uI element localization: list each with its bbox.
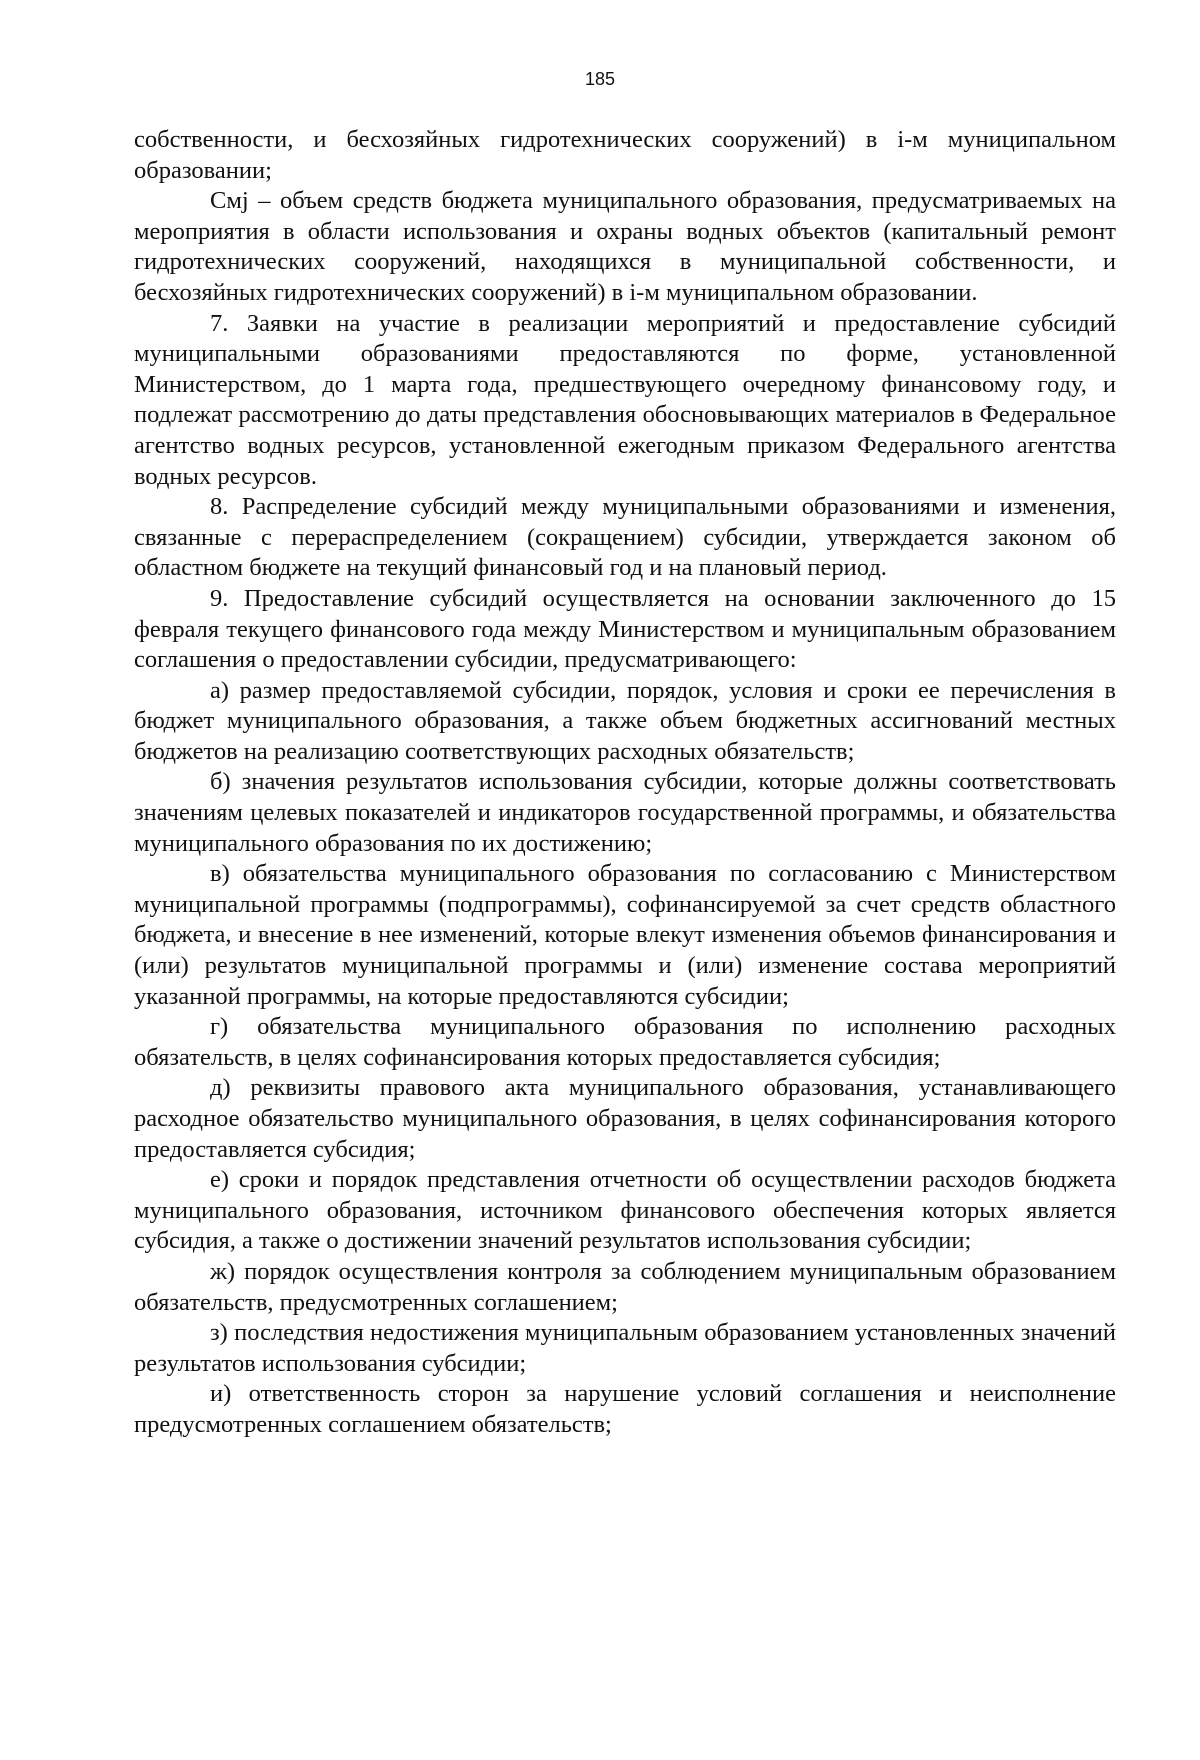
paragraph-subitem-i: и) ответственность сторон за нарушение условий соглашения и неисполнение предусмотренных соглашением обязательств; <box>134 1380 1116 1438</box>
paragraph-subitem-e: е) сроки и порядок представления отчетности об осуществлении расходов бюджета муниципального образования, источником финансового обеспечения которых является субсидия, а также о достижении значений результатов использования субсидии; <box>134 1166 1116 1255</box>
paragraph-subitem-g: г) обязательства муниципального образования по исполнению расходных обязательств, в целях софинансирования которых предоставляется субсидия; <box>134 1013 1116 1071</box>
paragraph-subitem-v: в) обязательства муниципального образования по согласованию с Министерством муниципальной программы (подпрограммы), софинансируемой за счет средств областного бюджета, и внесение в нее изменений, которые влекут изменения объемов финансирования и (или) результатов муниципальной программы и (или) изменение состава мероприятий указанной программы, на которые предоставляются субсидии; <box>134 860 1116 1010</box>
page-number: 185 <box>584 69 616 89</box>
document-body <box>134 125 1116 1441</box>
paragraph-subitem-b: б) значения результатов использования субсидии, которые должны соответствовать значениям целевых показателей и индикаторов государственной программы, и обязательства муниципального образования по их достижению; <box>134 768 1116 857</box>
paragraph-subitem-a: а) размер предоставляемой субсидии, порядок, условия и сроки ее перечисления в бюджет муниципального образования, а также объем бюджетных ассигнований местных бюджетов на реализацию соответствующих расходных обязательств; <box>134 676 1116 765</box>
paragraph-continuation: собственности, и бесхозяйных гидротехнических сооружений) в i-м муниципальном образовании; <box>134 126 1116 184</box>
paragraph-subitem-d: д) реквизиты правового акта муниципального образования, устанавливающего расходное обязательство муниципального образования, в целях софинансирования которого предоставляется субсидия; <box>134 1074 1116 1163</box>
paragraph-item-8: 8. Распределение субсидий между муниципальными образованиями и изменения, связанные с перераспределением (сокращением) субсидии, утверждается законом об областном бюджете на текущий финансовый год и на плановый период. <box>134 493 1116 582</box>
paragraph-subitem-z: з) последствия недостижения муниципальным образованием установленных значений результатов использования субсидии; <box>134 1319 1116 1377</box>
paragraph-subitem-zh: ж) порядок осуществления контроля за соблюдением муниципальным образованием обязательств, предусмотренных соглашением; <box>134 1257 1116 1316</box>
paragraph-item-9: 9. Предоставление субсидий осуществляется на основании заключенного до 15 февраля текущего финансового года между Министерством и муниципальным образованием соглашения о предоставлении субсидии, предусматривающего: <box>134 584 1116 674</box>
paragraph-cmj-definition: Cмj – объем средств бюджета муниципального образования, предусматриваемых на мероприятия в области использования и охраны водных объектов (капитальный ремонт гидротехнических сооружений, находящихся в муниципальной собственности, и бесхозяйных гидротехнических сооружений) в i-м муниципальном образовании. <box>134 187 1116 306</box>
paragraph-item-7: 7. Заявки на участие в реализации мероприятий и предоставление субсидий муниципальными образованиями предоставляются по форме, установленной Министерством, до 1 марта года, предшествующего очередному финансовому году, и подлежат рассмотрению до даты представления обосновывающих материалов в Федеральное агентство водных ресурсов, установленной ежегодным приказом Федерального агентства водных ресурсов. <box>134 309 1116 490</box>
